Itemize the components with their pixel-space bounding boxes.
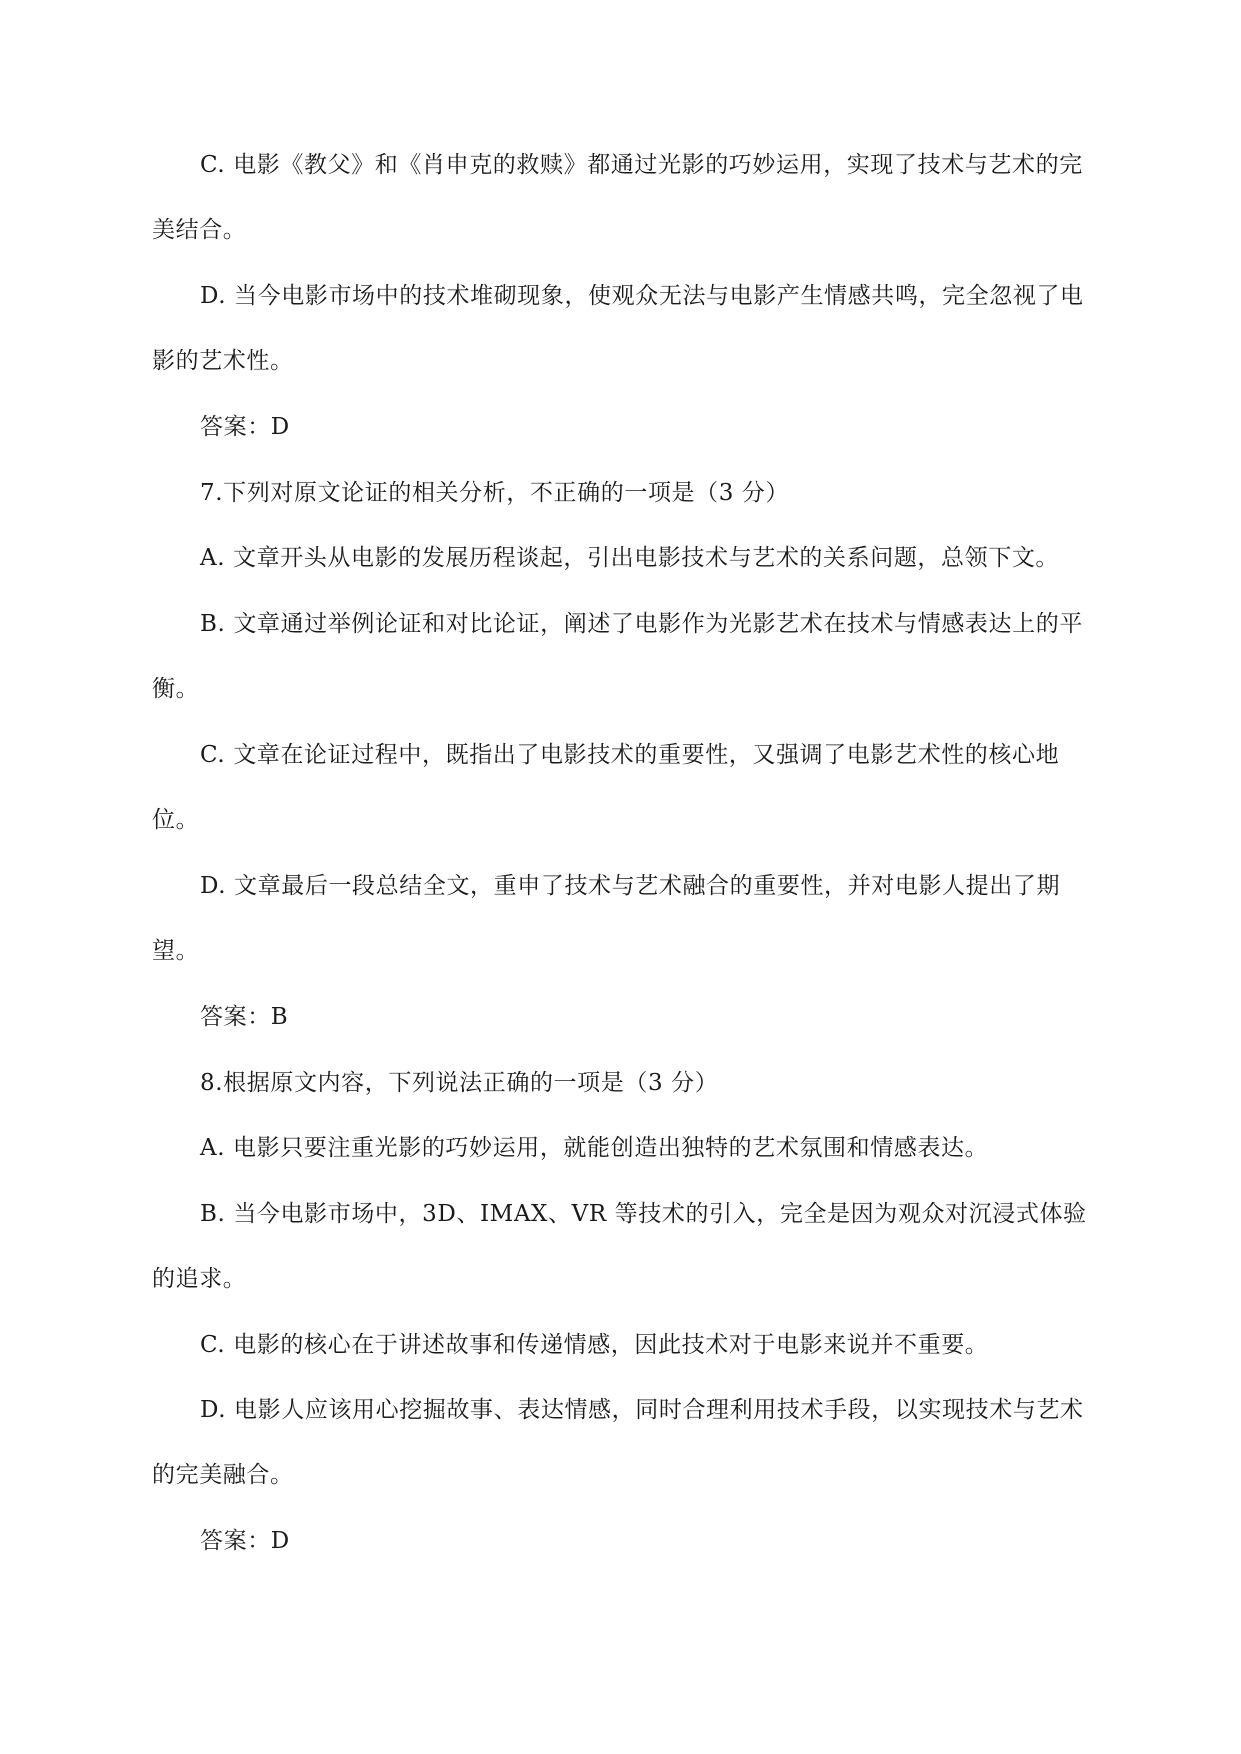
option-7c: C. 文章在论证过程中，既指出了电影技术的重要性，又强调了电影艺术性的核心地位。 [152, 742, 1060, 833]
option-8b: B. 当今电影市场中，3D、IMAX、VR 等技术的引入，完全是因为观众对沉浸式体验的追求。 [152, 1201, 1087, 1292]
option-6c: C. 电影《教父》和《肖申克的救赎》都通过光影的巧妙运用，实现了技术与艺术的完美结合。 [152, 152, 1083, 243]
option-7b: B. 文章通过举例论证和对比论证，阐述了电影作为光影艺术在技术与情感表达上的平衡。 [152, 611, 1083, 702]
option-7a: A. 文章开头从电影的发展历程谈起，引出电影技术与艺术的关系问题，总领下文。 [200, 545, 1060, 571]
option-8a: A. 电影只要注重光影的巧妙运用，就能创造出独特的艺术氛围和情感表达。 [200, 1135, 989, 1161]
answer-7: 答案：B [200, 1004, 289, 1030]
option-8d: D. 电影人应该用心挖掘故事、表达情感，同时合理利用技术手段，以实现技术与艺术的完美融合。 [152, 1397, 1084, 1488]
answer-8: 答案：D [200, 1528, 290, 1554]
option-7d: D. 文章最后一段总结全文，重申了技术与艺术融合的重要性，并对电影人提出了期望。 [152, 873, 1061, 964]
option-8c: C. 电影的核心在于讲述故事和传递情感，因此技术对于电影来说并不重要。 [200, 1332, 989, 1358]
question-8: 8.根据原文内容，下列说法正确的一项是（3 分） [200, 1070, 719, 1096]
option-6d: D. 当今电影市场中的技术堆砌现象，使观众无法与电影产生情感共鸣，完全忽视了电影的艺术性。 [152, 283, 1084, 374]
question-7: 7.下列对原文论证的相关分析，不正确的一项是（3 分） [200, 480, 790, 506]
answer-6: 答案：D [200, 414, 290, 440]
